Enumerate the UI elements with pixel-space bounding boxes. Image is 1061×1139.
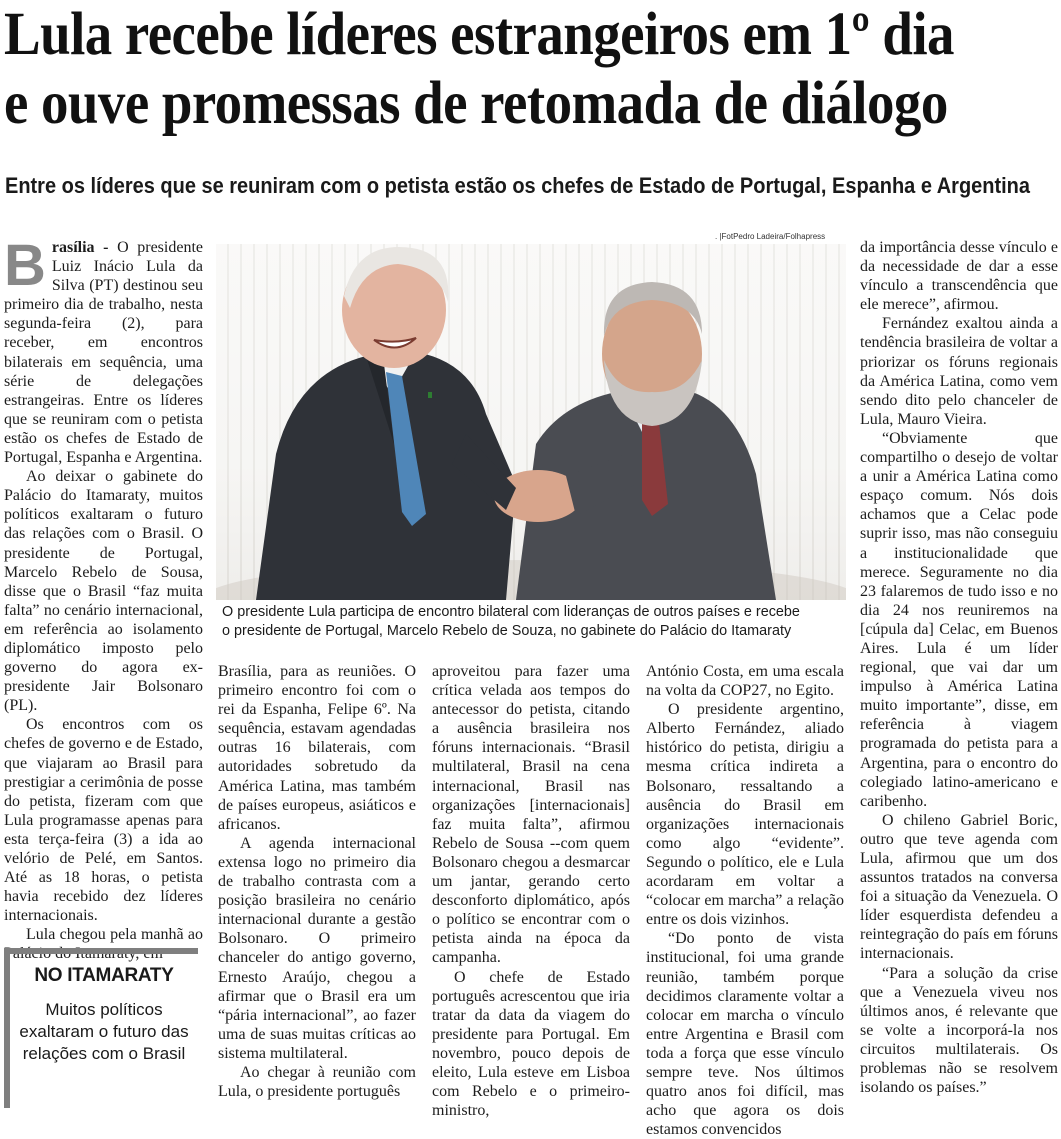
pull-quote-text: Muitos políticos exaltaram o futuro das relações com o Brasil [19, 1000, 189, 1063]
caption-line-1: O presidente Lula participa de encontro bilateral com lideranças de outros países e recebe [222, 603, 800, 620]
article-paragraph: Lula chegou pela manhã ao Palácio do Itamaraty, em [4, 926, 203, 963]
article-paragraph: Os encontros com os chefes de governo e de Estado, que viajaram ao Brasil para prestigiar a cerimônia de posse do petista, fizeram com que Lula programasse apenas para esta terça-feira (3) a ida ao velório de Pelé, em Santos. Até as 18 horas, o petista havia recebido dez líderes internacionais. [4, 716, 203, 925]
article-column-2 [218, 662, 416, 1101]
article-paragraph: da importância desse vínculo e da necessidade de dar a esse vínculo a transcendência que ele merece”, afirmou. [860, 239, 1058, 314]
subheadline: Entre os líderes que se reuniram com o petista estão os chefes de Estado de Portugal, Espanha e Argentina [5, 173, 1030, 198]
article-paragraph: Ao chegar à reunião com Lula, o presidente português [218, 1063, 416, 1101]
article-column-3 [432, 662, 630, 1120]
article-column-1 [4, 233, 203, 964]
article-paragraph: Brasília, para as reuniões. O primeiro encontro foi com o rei da Espanha, Felipe 6º. Na sequência, estavam agendadas outras 16 bilaterais, com autoridades sobretudo da América Latina, mas também de países europeus, asiáticos e africanos. [218, 663, 416, 833]
article-paragraph: António Costa, em uma escala na volta da COP27, no Egito. [646, 663, 844, 700]
article-paragraph: Fernández exaltou ainda a tendência brasileira de voltar a priorizar os fóruns regionais da América Latina, como vem sendo dito pelo chanceler de Lula, Mauro Vieira. [860, 315, 1058, 428]
photo-illustration [216, 244, 846, 600]
article-paragraph: “Obviamente que compartilho o desejo de voltar a unir a América Latina como espaço comum. Nós dois achamos que a Celac pode suprir isso, mas não conseguiu a institucionalidade que merece. Seguramente no dia 23 falaremos de tudo isso e no dia 24 nos reuniremos na [cúpula da] Celac, em Buenos Aires. Lula é um líder regional, que vai dar um impulso à América Latina muito importante”, disse, em referência à viagem programada do petista para a Argentina, para o encontro do colegiado latino-americano e caribenho. [860, 429, 1058, 810]
news-photo [216, 244, 846, 600]
article-paragraph: O presidente argentino, Alberto Fernández, aliado histórico do petista, dirigiu a mesma crítica indireta a Bolsonaro, ressaltando a ausência do Brasil em organizações internacionais como algo “evidente”. Segundo o político, ele e Lula acordaram em voltar a “colocar em marcha” a relação entre os dois vizinhos. [646, 701, 844, 929]
article-paragraph: O chileno Gabriel Boric, outro que teve agenda com Lula, afirmou que um dos assuntos tratados na conversa foi a situação da Venezuela. O líder esquerdista defendeu a reintegração do país em fóruns internacionais. [860, 811, 1058, 963]
article-paragraph: A agenda internacional extensa logo no primeiro dia de trabalho contrasta com a posição brasileira no cenário internacional durante a gestão Bolsonaro. O primeiro chanceler do antigo governo, Ernesto Araújo, chegou a afirmar que o Brasil era um “pária internacional”, ao fazer uma de suas muitas críticas ao sistema multilateral. [218, 834, 416, 1062]
headline [4, 0, 954, 138]
paragraph-text: O presidente Luiz Inácio Lula da Silva (PT) destinou seu primeiro dia de trabalho, nesta segunda-feira (2), para receber, em encontros bilaterais em sequência, uma série de delegações estrangeiras. Entre os líderes que se reuniram com o petista estão os chefes de Estado de Portugal, Espanha e Argentina. [4, 239, 203, 467]
left-man-pin [428, 392, 432, 398]
pull-quote-box [4, 948, 198, 1108]
headline-line-1: Lula recebe líderes estrangeiros em 1º dia [4, 1, 954, 68]
dateline: rasília - [51, 239, 109, 256]
pull-quote-title: NO ITAMARATY [34, 965, 174, 986]
article-paragraph [4, 233, 203, 467]
photo-caption [222, 602, 847, 640]
caption-line-2: o presidente de Portugal, Marcelo Rebelo de Souza, no gabinete do Palácio do Itamaraty [222, 622, 792, 639]
article-paragraph: aproveitou para fazer uma crítica velada aos tempos do antecessor do petista, citando a ausência brasileira nos fóruns internacionais. “Brasil multilateral, Brasil na cena internacional, Brasil nas organizações [internacionais] faz muita falta”, afirmou Rebelo de Sousa --com quem Bolsonaro chegou a desmarcar um jantar, gerando certo desconforto diplomático, após o político se encontrar com o petista ainda na época da campanha. [432, 663, 630, 967]
article-column-4 [646, 662, 844, 1139]
headline-line-2: e ouve promessas de retomada de diálogo [4, 70, 948, 137]
article-paragraph: O chefe de Estado português acrescentou que iria tratar da data da viagem do presidente para Portugal. Em novembro, pouco depois de eleito, Lula esteve em Lisboa com Rebelo e o primeiro-ministro, [432, 968, 630, 1120]
article-paragraph: “Para a solução da crise que a Venezuela viveu nos últimos anos, é relevante que se volte a incorporá-la nos circuitos multilaterais. Os problemas não se resolvem isolando os países.” [860, 964, 1058, 1097]
drop-cap: B [4, 233, 46, 298]
article-column-5 [860, 238, 1058, 1097]
article-paragraph: Ao deixar o gabinete do Palácio do Itamaraty, muitos políticos exaltaram o futuro das relações com o Brasil. O presidente de Portugal, Marcelo Rebelo de Sousa, disse que o Brasil “faz muita falta” no cenário internacional, em referência ao isolamento diplomático imposto pelo governo do agora ex-presidente Jair Bolsonaro (PL). [4, 468, 203, 715]
photo-credit: . |FotPedro Ladeira/Folhapress [715, 232, 826, 241]
article-paragraph: “Do ponto de vista institucional, foi uma grande reunião, também porque decidimos claramente voltar a colocar em marcha o vínculo entre Argentina e Brasil com toda a força que esse vínculo sempre teve. Nos últimos quatro anos foi difícil, mas acho que agora os dois estamos convencidos [646, 930, 844, 1139]
